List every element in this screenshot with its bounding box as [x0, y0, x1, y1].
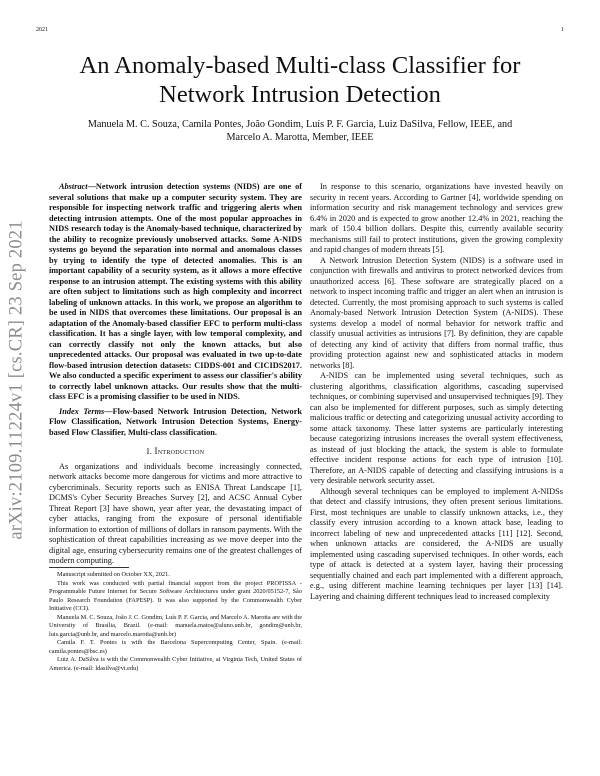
paragraph-limitations: Although several techniques can be employed to implement A-NIDSs that detect and classify intrusions, they often present serious limitations. First, most techniques are unable to classify unknown attacks, i.e., they classify every intrusion according to a known attack base, leading to incorrect labeling of new and unprecedented attacks [11] [12]. Second, when unknown attacks are considered, the A-NIDS are usually implemented using cascading supervised techniques. In other words, each type of attack is detected at a system layer, having their processing sequentially chained and each part implemented with a different approach, e.g., using different machine learning techniques per layer [13] [14]. Layering and chaining different techniques lead to increased complexity [310, 486, 563, 601]
abstract [49, 182, 302, 403]
paper-title [40, 51, 560, 109]
right-column [310, 182, 563, 602]
paragraph-nids-definition: A Network Intrusion Detection System (NIDS) is a software used in conjunction with firewalls and antivirus to protect networked devices from unauthorized access [6]. These software are strategically placed on a network to inspect incoming traffic and trigger an alert when an intrusion is detected. Currently, the most promising approach to such systems is called Anomaly-based Network Intrusion Detection System (A-NIDS). These systems develop a model of normal behavior for network traffic and classify unusual activities as intrusions [7]. By definition, they are capable of detecting any kind of activity that differs from normal traffic, thus providing protection against new and sophisticated attacks in modern networks [8]. [310, 255, 563, 370]
arxiv-stamp [2, 190, 32, 570]
intro-paragraph: As organizations and individuals become increasingly connected, network attacks become more dangerous for victims and more attractive to cybercriminals. Security reports such as ENISA Threat Landscape [1], DCMS's Cyber Security Breaches Survey [2], and ACSC Annual Cyber Threat Report [3] have shown, year after year, the devastating impact of cyber attacks, ranging from the exposure of personal identifiable information to extortion of millions of dollars in ransom payments. With the sophistication of threat capabilities increasing as we move deeper into the digital age, ensuring cybersecurity remains one of the greatest challenges of modern computing. [49, 461, 302, 565]
paragraph-anids-techniques: A-NIDS can be implemented using several techniques, such as clustering algorithms, classification algorithms, cascading supervised techniques, or combining supervised and unsupervised techniques [9]. They can also be implemented for different purposes, such as simply detecting malicious traffic or detecting and categorizing unusual activity according to some attack taxonomy. These latter systems are particularly interesting because categorizing intrusions increases the overall system effectiveness, as instead of just blocking the attack, the system is able to formulate effective incident response actions for each type of intrusion [10]. Therefore, an A-NIDS capable of detecting and classifying intrusions is a very desirable network security asset. [310, 371, 563, 485]
footnotes [49, 571, 302, 673]
left-column [49, 182, 302, 567]
authors-line-1: Manuela M. C. Souza, Camila Pontes, João Gondim, Luís P. F. Garcia, Luiz DaSilva, Fellow, IEEE, and [87, 119, 513, 130]
section-heading-introduction [49, 446, 302, 458]
title-line-1: An Anomaly-based Multi-class Classifier for [79, 52, 521, 79]
section-numeral: I. [146, 447, 153, 456]
index-terms-text: —Flow-based Network Intrusion Detection, Network Flow Classification, Network Intrusion Detection Systems, Energy-based Flow Classifier, Multi-class classification. [49, 406, 302, 437]
section-title: Introduction [154, 446, 205, 456]
footnote-rule [49, 567, 129, 568]
abstract-lead: Abstract [59, 182, 88, 191]
page-number: 1 [561, 27, 564, 33]
arxiv-stamp-text: arXiv:2109.11224v1 [cs.CR] 23 Sep 2021 [6, 220, 27, 540]
footnote-affiliation-vt: Luiz A. DaSilva is with the Commonwealth Cyber Initiative, at Virginia Tech, United States of America. (e-mail: ldasilva@vt.edu) [49, 656, 302, 672]
title-line-2: Network Intrusion Detection [159, 81, 441, 108]
authors-line-2: Marcelo A. Marotta, Member, IEEE [226, 132, 374, 143]
page-header-year: 2021 [36, 27, 48, 33]
paragraph-security-spending: In response to this scenario, organizations have invested heavily on security in recent years. According to Gartner [4], worldwide spending on information security and risk management technology and services grew 6.4% in 2020 and is expected to grow another 12.4% in 2021, reaching the mark of 150.4 billion dollars. Despite this, currently available security mechanisms still fail to protect institutions, given the growing complexity and rapid changes of modern threats [5]. [310, 182, 563, 254]
footnote-affiliation-bsc: Camila F. T. Pontes is with the Barcelona Supercomputing Center, Spain. (e-mail: camila.pontes@bsc.es) [49, 639, 302, 655]
footnote-manuscript: Manuscript submitted on October XX, 2021. [57, 571, 170, 578]
footnote-affiliation-unb: Manuela M. C. Souza, João J. C. Gondim, Luís P. F. Garcia, and Marcelo A. Marotta are with the University of Brasília, Brazil. (e-mail: manuela.matos@aluno.unb.br, gondim@unb.br, luis.garcia@unb.br, and marcelo.marotta@unb.br) [49, 613, 302, 638]
footnote-funding: This work was conducted with partial financial support from the project PROFISSA - Programmable Future Internet for Secure Software Architectures under grant 2020/05152-7, São Paulo Research Foundation (FAPESP). It was also supported by the Commonwealth Cyber Initiative (CCI). [49, 579, 302, 612]
index-terms [49, 407, 302, 439]
abstract-text: —Network intrusion detection systems (NIDS) are one of several solutions that make up a computer security system. They are responsible for inspecting network traffic and triggering alerts when detecting intrusion attempts. One of the most popular approaches in NIDS research today is the Anomaly-based technique, characterized by the ability to recognize previously unobserved attacks. Some A-NIDS systems go beyond the separation into normal and anomalous classes by trying to identify the type of detected anomalies. This is an important capability of a security system, as it allows a more effective response to an intrusion attempt. The existing systems with this ability are often subject to limitations such as high complexity and incorrect labeling of unknown attacks. In this work, we propose an algorithm to be used in NIDS that overcomes these limitations. Our proposal is an adaptation of the Anomaly-based classifier EFC to perform multi-class classification. It has a single layer, with low temporal complexity, and can correctly classify not only the known attacks, but also unprecedented attacks. Our proposal was evaluated in two up-to-date flow-based intrusion detection datasets: CIDDS-001 and CICIDS2017. We also conducted a specific experiment to assess our classifier's ability to correctly label unknown attacks. Our results show that the multi-class EFC is a promising classifier to be used in NIDS. [49, 182, 302, 401]
index-terms-lead: Index Terms [59, 406, 105, 416]
author-list [60, 118, 540, 144]
